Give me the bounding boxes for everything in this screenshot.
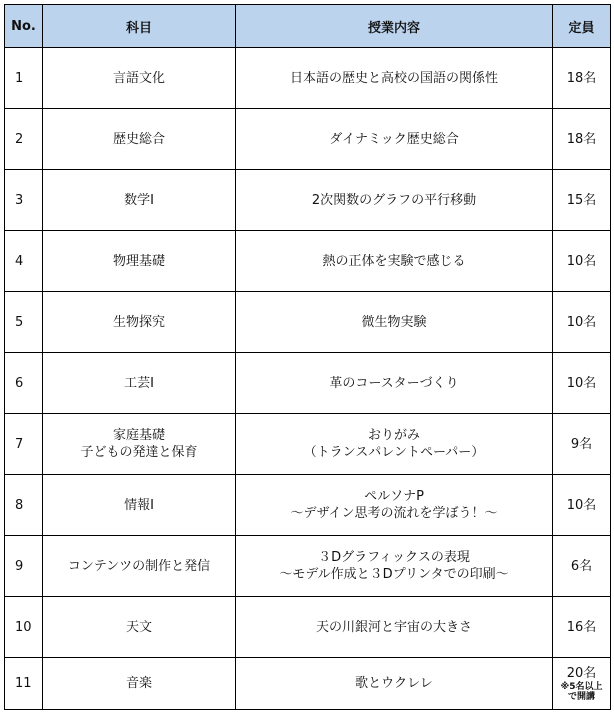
capacity-text: 15名 [566, 192, 597, 208]
capacity-text: 10名 [566, 497, 597, 513]
row-subject-cell [43, 353, 236, 414]
row-capacity-cell [553, 353, 611, 414]
row-content-cell [236, 292, 553, 353]
row-subject-cell [43, 536, 236, 597]
row-capacity-cell [553, 475, 611, 536]
row-no-cell: 2 [5, 109, 43, 170]
capacity-text: 10名 [566, 314, 597, 330]
content-text: 革のコースターづくり [329, 375, 459, 391]
content-text: ダイナミック歴史総合 [329, 131, 459, 147]
capacity-text: 6名 [570, 558, 593, 574]
header-subject: 科目 [43, 5, 236, 48]
table-row [5, 292, 611, 353]
row-no-cell: 6 [5, 353, 43, 414]
table-row [5, 170, 611, 231]
capacity-text: 9名 [570, 436, 593, 452]
row-no-cell: 4 [5, 231, 43, 292]
content-text: 2次関数のグラフの平行移動 [311, 192, 477, 208]
capacity-text: 16名 [566, 619, 597, 635]
row-capacity-cell [553, 292, 611, 353]
subject-text: 天文 [125, 619, 152, 635]
capacity-text: 18名 [566, 131, 597, 147]
subject-text: 子どもの発達と保育 [80, 445, 198, 460]
row-capacity-cell [553, 414, 611, 475]
row-no-cell: 5 [5, 292, 43, 353]
header-content: 授業内容 [236, 5, 553, 48]
row-no-cell: 11 [5, 658, 43, 710]
row-subject-cell [43, 597, 236, 658]
row-capacity-cell [553, 658, 611, 710]
content-text: 微生物実験 [361, 314, 427, 330]
capacity-note: ※5名以上 [560, 682, 603, 692]
row-capacity-cell [553, 597, 611, 658]
table-row [5, 353, 611, 414]
row-capacity-cell [553, 109, 611, 170]
capacity-text: 10名 [566, 375, 597, 391]
row-subject-cell [43, 658, 236, 710]
content-text: 天の川銀河と宇宙の大きさ [315, 619, 472, 635]
course-table-wrapper [4, 4, 611, 710]
row-subject-cell [43, 414, 236, 475]
row-subject-cell [43, 475, 236, 536]
content-text: 日本語の歴史と高校の国語の関係性 [289, 70, 498, 86]
table-header-row [5, 5, 611, 48]
course-table [4, 4, 611, 710]
row-content-cell [236, 48, 553, 109]
content-text: 歌とウクレレ [355, 676, 433, 691]
row-subject-cell [43, 109, 236, 170]
row-no-cell: 7 [5, 414, 43, 475]
subject-text: 音楽 [125, 676, 152, 691]
row-no-cell: 9 [5, 536, 43, 597]
content-text: 熱の正体を実験で感じる [322, 253, 466, 269]
table-row [5, 475, 611, 536]
table-row [5, 231, 611, 292]
row-content-cell [236, 658, 553, 710]
header-no: No. [5, 5, 43, 48]
table-row [5, 414, 611, 475]
subject-text: 情報Ⅰ [124, 497, 154, 513]
table-row [5, 536, 611, 597]
row-content-cell [236, 109, 553, 170]
subject-text: 言語文化 [112, 70, 165, 86]
table-row [5, 48, 611, 109]
subject-text: 物理基礎 [112, 253, 165, 269]
capacity-text: 20名 [566, 666, 597, 681]
row-content-cell [236, 597, 553, 658]
content-text: ～モデル作成と３Dプリンタでの印刷～ [279, 567, 509, 582]
capacity-text: 10名 [566, 253, 597, 269]
table-row [5, 597, 611, 658]
content-text: おりがみ [367, 428, 420, 443]
row-subject-cell [43, 170, 236, 231]
row-content-cell [236, 170, 553, 231]
table-row [5, 658, 611, 710]
subject-text: 数学Ⅰ [124, 192, 154, 208]
row-content-cell [236, 475, 553, 536]
content-text: （トランスパレントペーパー） [303, 445, 485, 460]
subject-text: コンテンツの制作と発信 [67, 558, 211, 574]
subject-text: 歴史総合 [112, 131, 165, 147]
row-content-cell [236, 414, 553, 475]
row-capacity-cell [553, 536, 611, 597]
table-row [5, 109, 611, 170]
row-content-cell [236, 231, 553, 292]
row-no-cell: 3 [5, 170, 43, 231]
row-capacity-cell [553, 170, 611, 231]
subject-text: 家庭基礎 [112, 428, 165, 443]
capacity-text: 18名 [566, 70, 597, 86]
content-text: ～デザイン思考の流れを学ぼう！～ [290, 506, 498, 521]
content-text: ３Dグラフィックスの表現 [318, 550, 470, 565]
content-text: ペルソナP [364, 489, 424, 504]
subject-text: 生物探究 [112, 314, 165, 330]
row-no-cell: 10 [5, 597, 43, 658]
row-no-cell: 1 [5, 48, 43, 109]
row-capacity-cell [553, 48, 611, 109]
row-subject-cell [43, 292, 236, 353]
table-body [5, 48, 611, 710]
row-content-cell [236, 536, 553, 597]
subject-text: 工芸Ⅰ [124, 375, 154, 391]
row-capacity-cell [553, 231, 611, 292]
row-subject-cell [43, 231, 236, 292]
row-no-cell: 8 [5, 475, 43, 536]
row-subject-cell [43, 48, 236, 109]
row-content-cell [236, 353, 553, 414]
header-capacity: 定員 [553, 5, 611, 48]
capacity-note: で開講 [567, 692, 595, 702]
